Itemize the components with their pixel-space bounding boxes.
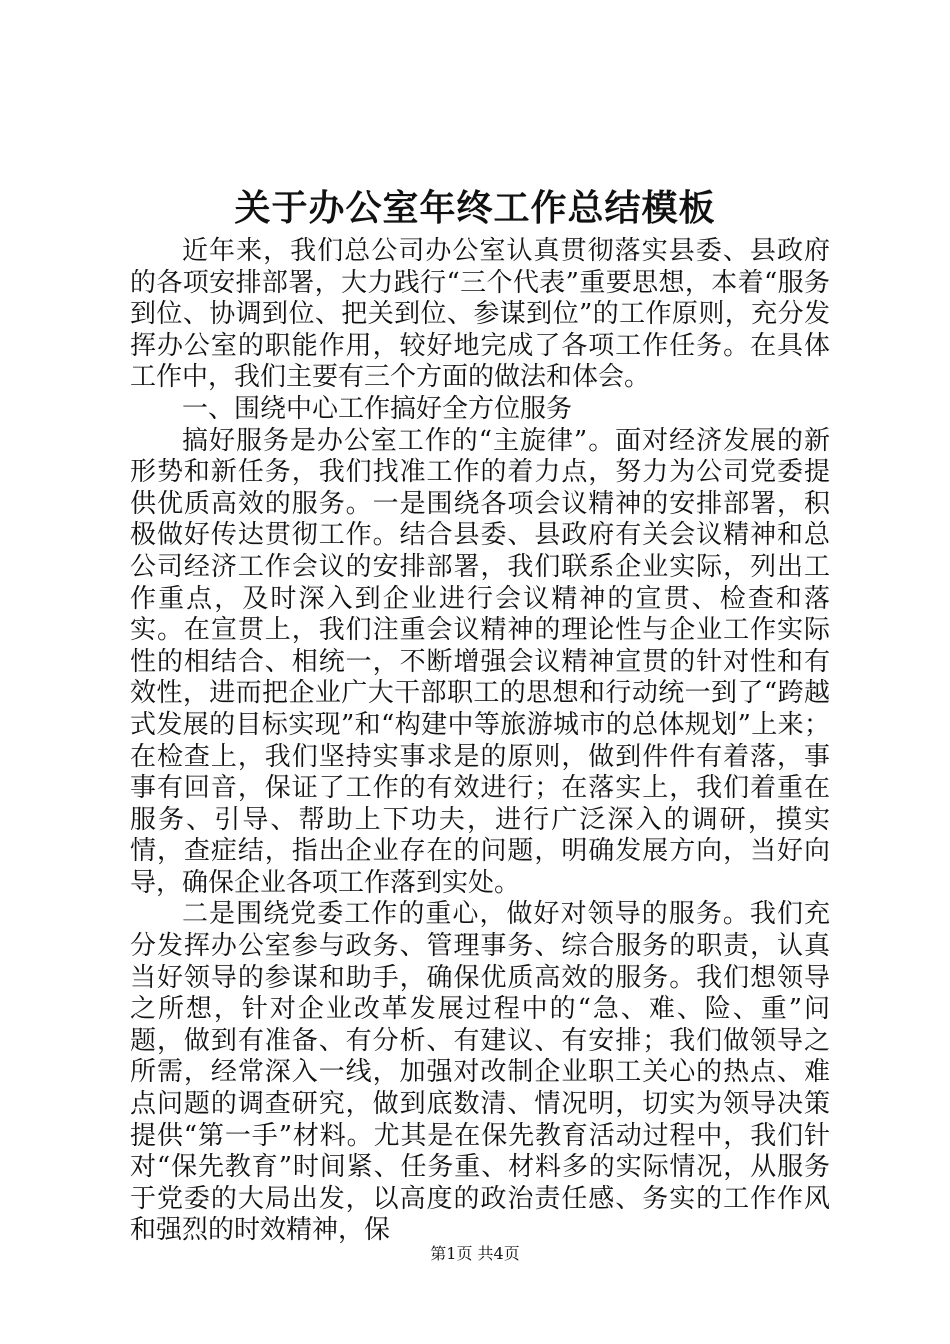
section-heading: 一、围绕中心工作搞好全方位服务 (182, 393, 573, 424)
document-body (130, 236, 830, 1247)
body-paragraph: 近年来，我们总公司办公室认真贯彻落实县委、县政府的各项安排部署，大力践行“三个代表”重要思想，本着“服务到位、协调到位、把关到位、参谋到位”的工作原则，充分发挥办公室的职能作用，较好地完成了各项工作任务。在具体工作中，我们主要有三个方面的做法和体会。 (130, 236, 830, 393)
body-paragraph: 二是围绕党委工作的重心，做好对领导的服务。我们充分发挥办公室参与政务、管理事务、综合服务的职责，认真当好领导的参谋和助手，确保优质高效的服务。我们想领导之所想，针对企业改革发展过程中的“急、难、险、重”问题，做到有准备、有分析、有建议、有安排；我们做领导之所需，经常深入一线，加强对改制企业职工关心的热点、难点问题的调查研究，做到底数清、情况明，切实为领导决策提供“第一手”材料。尤其是在保先教育活动过程中，我们针对“保先教育”时间紧、任务重、材料多的实际情况，从服务于党委的大局出发，以高度的政治责任感、务实的工作作风和强烈的时效精神，保 (130, 899, 830, 1246)
body-paragraph: 搞好服务是办公室工作的“主旋律”。面对经济发展的新形势和新任务，我们找准工作的着力点，努力为公司党委提供优质高效的服务。一是围绕各项会议精神的安排部署，积极做好传达贯彻工作。结合县委、县政府有关会议精神和总公司经济工作会议的安排部署，我们联系企业实际，列出工作重点，及时深入到企业进行会议精神的宣贯、检查和落实。在宣贯上，我们注重会议精神的理论性与企业工作实际性的相结合、相统一，不断增强会议精神宣贯的针对性和有效性，进而把企业广大干部职工的思想和行动统一到了“跨越式发展的目标实现”和“构建中等旅游城市的总体规划”上来；在检查上，我们坚持实事求是的原则，做到件件有着落，事事有回音，保证了工作的有效进行；在落实上，我们着重在服务、引导、帮助上下功夫，进行广泛深入的调研，摸实情，查症结，指出企业存在的问题，明确发展方向，当好向导，确保企业各项工作落到实处。 (130, 425, 830, 898)
page-number-footer: 第1页 共4页 (430, 1244, 520, 1263)
document-title: 关于办公室年终工作总结模板 (234, 187, 716, 229)
